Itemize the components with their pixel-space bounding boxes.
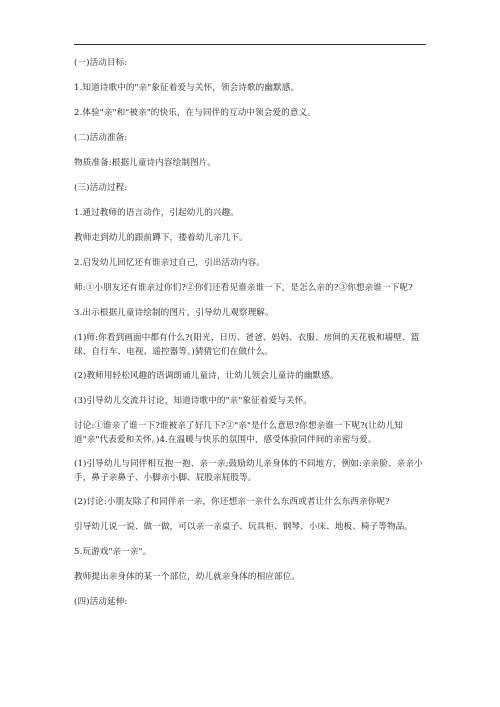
process-step: 5.玩游戏"亲一亲"。 bbox=[74, 547, 152, 557]
goal-item: 2.体验"亲"和"被亲"的快乐，在与同伴的互动中领会爱的意义。 bbox=[74, 108, 316, 118]
process-step: 2.启发幼儿回忆还有谁亲过自己，引出活动内容。 bbox=[74, 258, 265, 268]
process-text: (1)师:你看到画面中都有什么?(阳光、日历、爸爸、妈妈、衣服、房间的天花板和墙壁、篮球、自行车、电视、遥控器等。)猜猜它们在做什么。 bbox=[74, 333, 420, 357]
process-step: 3.出示根据儿童诗绘制的图片，引导幼儿观察理解。 bbox=[74, 308, 274, 318]
section-heading-goals: (一)活动目标: bbox=[74, 58, 128, 68]
process-step: 1.通过教师的语言动作，引起幼儿的兴趣。 bbox=[74, 208, 239, 218]
process-text: (3)引导幼儿交流并讨论，知道诗歌中的"亲"象征着爱与关怀。 bbox=[74, 396, 312, 406]
process-text: (1)引导幼儿与同伴相互抱一抱、亲一亲;鼓励幼儿亲身体的不同地方，例如:亲亲脸、亲亲小手，鼻子亲鼻子、小脚亲小脚、屁股亲屁股等。 bbox=[74, 459, 423, 483]
process-text: (2)教师用轻松风趣的语调朗诵儿童诗，让幼儿领会儿童诗的幽默感。 bbox=[74, 371, 339, 381]
document-body bbox=[74, 56, 430, 620]
process-text: 引导幼儿说一说、做一做，可以亲一亲桌子、玩具柜、钢琴、小床、地板、椅子等物品。 bbox=[74, 522, 414, 532]
preparation-text: 物质准备:根据儿童诗内容绘制图片。 bbox=[74, 158, 217, 168]
process-text: 讨论:①谁亲了谁一下?谁被亲了好几下?②"亲"是什么意思?你想亲谁一下呢?(让幼儿知道"亲"代表爱和关怀。)4.在温暖与快乐的氛围中，感受体验同伴间的亲密与爱。 bbox=[74, 421, 403, 445]
process-text: 师:①小朋友还有谁亲过你们?②你们还看见谁亲谁一下，是怎么亲的?③你想亲谁一下呢? bbox=[74, 283, 413, 293]
section-heading-extension: (四)活动延伸: bbox=[74, 597, 128, 607]
goal-item: 1.知道诗歌中的"亲"象征着爱与关怀，领会诗歌的幽默感。 bbox=[74, 83, 300, 93]
section-heading-process: (三)活动过程: bbox=[74, 183, 128, 193]
process-text: (2)讨论:小朋友除了和同伴亲一亲，你还想亲一亲什么东西或者让什么东西亲你呢? bbox=[74, 497, 390, 507]
process-text: 教师提出亲身体的某一个部位，幼儿就亲身体的相应部位。 bbox=[74, 572, 301, 582]
section-heading-preparation: (二)活动准备: bbox=[74, 133, 128, 143]
header-rule bbox=[74, 44, 426, 45]
process-text: 教师走到幼儿的跟前蹲下，搂着幼儿亲几下。 bbox=[74, 233, 248, 243]
